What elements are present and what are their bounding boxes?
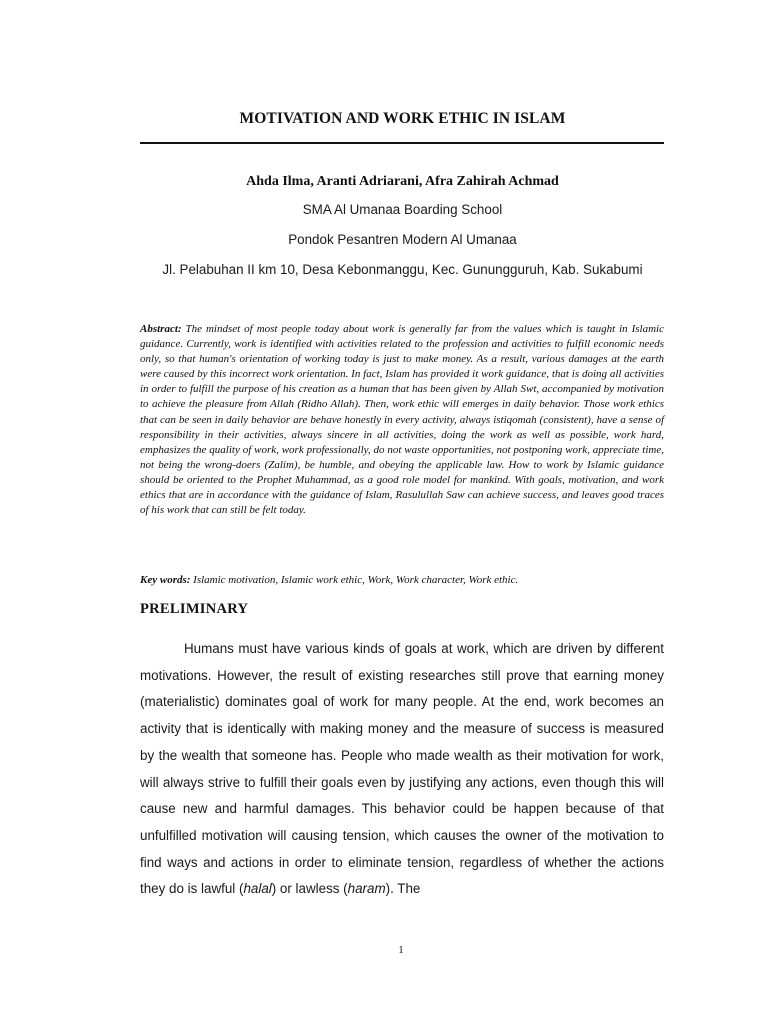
term-haram: haram <box>347 881 386 897</box>
affiliation-school: SMA Al Umanaa Boarding School <box>302 202 503 217</box>
abstract-label: Abstract: <box>140 323 182 335</box>
section-heading: PRELIMINARY <box>140 601 249 617</box>
body-text-2: ) or lawless ( <box>271 881 348 897</box>
body-paragraph <box>140 636 664 903</box>
page-number: 1 <box>398 944 404 956</box>
keywords <box>140 574 664 586</box>
abstract <box>140 322 664 518</box>
author-list: Ahda Ilma, Aranti Adriarani, Afra Zahirah Achmad <box>246 174 559 189</box>
affiliation-pesantren: Pondok Pesantren Modern Al Umanaa <box>288 232 517 247</box>
abstract-text: The mindset of most people today about work is generally far from the values which is taught in Islamic guidance. Currently, work is identified with activities related to the profession and activities to fulfill economic needs only, so that human's orientation of working today is just to make money. As a result, various damages at the earth were caused by this incorrect work orientation. In fact, Islam has provided it work guidance, that is doing all activities in order to fulfill the purpose of his creation as a human that has been given by Allah Swt, accompanied by motivation to achieve the pleasure from Allah (Ridho Allah). Then, work ethic will emerges in daily behavior. Those work ethics that can be seen in daily behavior are behave honestly in every activity, always istiqomah (consistent), have a sense of responsibility in their activities, always sincere in all activities, doing the work as well as possible, work hard, emphasizes the quality of work, work professionally, do not waste opportunities, not postponing work, appreciate time, not being the wrong-doers (Zalim), be humble, and obeying the applicable law. How to work by Islamic guidance should be oriented to the Prophet Muhammad, as a good role model for mankind. With goals, motivation, and work ethics that are in accordance with the guidance of Islam, Rasulullah Saw can achieve success, and leaves good traces of his work that can still be felt today. <box>140 323 664 517</box>
term-halal: halal <box>243 881 272 897</box>
keywords-label: Key words: <box>140 574 191 586</box>
affiliation-address: Jl. Pelabuhan II km 10, Desa Kebonmanggu, Kec. Gunungguruh, Kab. Sukabumi <box>162 262 643 277</box>
body-text-3: ). The <box>385 881 421 897</box>
body-text-1: Humans must have various kinds of goals at work, which are driven by different motivations. However, the result of existing researches still prove that earning money (materialistic) dominates goal of work for many people. At the end, work becomes an activity that is identically with making money and the measure of success is measured by the wealth that someone has. People who made wealth as their motivation for work, will always strive to fulfill their goals even by justifying any actions, even though this will cause new and harmful damages. This behavior could be happen because of that unfulfilled motivation will causing tension, which causes the owner of the motivation to find ways and actions in order to eliminate tension, regardless of whether the actions they do is lawful ( <box>140 641 664 897</box>
paper-title: MOTIVATION AND WORK ETHIC IN ISLAM <box>239 110 566 127</box>
keywords-text: Islamic motivation, Islamic work ethic, Work, Work character, Work ethic. <box>193 574 519 586</box>
title-rule <box>140 142 664 144</box>
